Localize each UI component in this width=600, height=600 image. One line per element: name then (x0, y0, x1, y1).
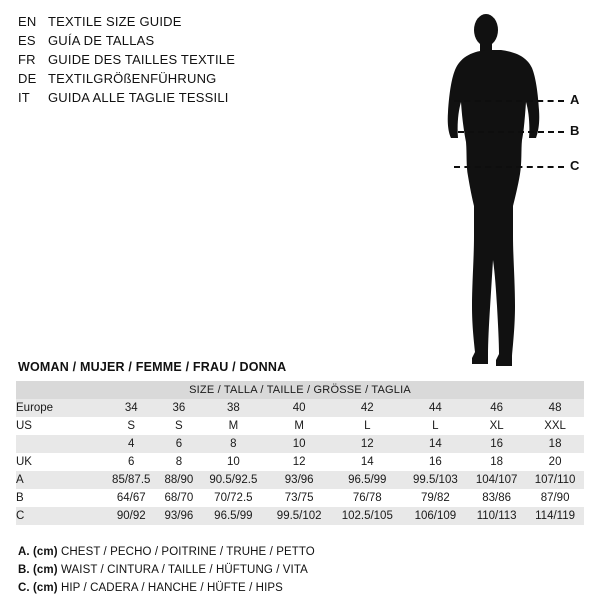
measurement-legend (18, 543, 578, 597)
cell: 68/70 (158, 489, 199, 507)
cell: 96.5/99 (331, 471, 404, 489)
cell: 93/96 (267, 471, 331, 489)
cell: 14 (404, 435, 468, 453)
cell: S (158, 417, 199, 435)
language-code: EN (18, 14, 37, 29)
cell: 10 (267, 435, 331, 453)
row-label: Europe (16, 399, 104, 417)
cell: 20 (526, 453, 584, 471)
language-row (18, 52, 338, 71)
cell: 90.5/92.5 (199, 471, 267, 489)
cell: 83/86 (467, 489, 526, 507)
legend-text: CHEST / PECHO / POITRINE / TRUHE / PETTO (60, 546, 315, 558)
cell: 87/90 (526, 489, 584, 507)
table-header-label: SIZE / TALLA / TAILLE / GRÖSSE / TAGLIA (16, 381, 584, 399)
measure-line-b (458, 131, 564, 133)
cell: 6 (104, 453, 158, 471)
cell: L (404, 417, 468, 435)
cell: 104/107 (467, 471, 526, 489)
cell: 102.5/105 (331, 507, 404, 525)
row-label: UK (16, 453, 104, 471)
language-text: GUIDA ALLE TAGLIE TESSILI (48, 90, 229, 105)
cell: 10 (199, 453, 267, 471)
table-row (16, 453, 584, 471)
cell: 99.5/102 (267, 507, 331, 525)
cell: 99.5/103 (404, 471, 468, 489)
table-row (16, 471, 584, 489)
cell: 44 (404, 399, 468, 417)
row-label: A (16, 471, 104, 489)
language-text: TEXTILGRÖßENFÜHRUNG (48, 71, 217, 86)
language-row (18, 71, 338, 90)
cell: 42 (331, 399, 404, 417)
size-table (16, 381, 584, 525)
cell: 110/113 (467, 507, 526, 525)
legend-row (18, 561, 578, 579)
cell: 114/119 (526, 507, 584, 525)
cell: 18 (526, 435, 584, 453)
cell: 8 (158, 453, 199, 471)
legend-key: A. (cm) (18, 546, 58, 558)
table-header-row (16, 381, 584, 399)
language-row (18, 33, 338, 52)
language-title-block (18, 14, 338, 109)
female-silhouette-icon (410, 8, 600, 373)
measure-label-a: A (570, 92, 580, 107)
cell: 6 (158, 435, 199, 453)
cell: 12 (267, 453, 331, 471)
cell: 79/82 (404, 489, 468, 507)
cell: 90/92 (104, 507, 158, 525)
cell: 40 (267, 399, 331, 417)
measure-line-a (454, 100, 564, 102)
cell: XL (467, 417, 526, 435)
row-label: C (16, 507, 104, 525)
row-label (16, 435, 104, 453)
cell: 73/75 (267, 489, 331, 507)
legend-row (18, 543, 578, 561)
cell: 16 (467, 435, 526, 453)
language-row (18, 90, 338, 109)
language-code: ES (18, 33, 36, 48)
legend-key: B. (cm) (18, 564, 58, 576)
row-label: B (16, 489, 104, 507)
cell: 106/109 (404, 507, 468, 525)
table-row (16, 507, 584, 525)
cell: 38 (199, 399, 267, 417)
language-code: DE (18, 71, 37, 86)
cell: 88/90 (158, 471, 199, 489)
cell: M (267, 417, 331, 435)
table-row (16, 489, 584, 507)
cell: 76/78 (331, 489, 404, 507)
cell: 64/67 (104, 489, 158, 507)
cell: 18 (467, 453, 526, 471)
cell: 48 (526, 399, 584, 417)
legend-key: C. (cm) (18, 582, 58, 594)
cell: 70/72.5 (199, 489, 267, 507)
cell: L (331, 417, 404, 435)
language-text: GUÍA DE TALLAS (48, 33, 155, 48)
cell: 93/96 (158, 507, 199, 525)
language-row (18, 14, 338, 33)
language-text: TEXTILE SIZE GUIDE (48, 14, 182, 29)
cell: S (104, 417, 158, 435)
language-code: FR (18, 52, 36, 67)
legend-text: WAIST / CINTURA / TAILLE / HÜFTUNG / VITA (60, 564, 308, 576)
cell: 16 (404, 453, 468, 471)
cell: 4 (104, 435, 158, 453)
cell: 14 (331, 453, 404, 471)
legend-text: HIP / CADERA / HANCHE / HÜFTE / HIPS (60, 582, 283, 594)
legend-row (18, 579, 578, 597)
section-title-woman: WOMAN / MUJER / FEMME / FRAU / DONNA (18, 360, 287, 374)
cell: 107/110 (526, 471, 584, 489)
language-code: IT (18, 90, 30, 105)
cell: 36 (158, 399, 199, 417)
table-row (16, 417, 584, 435)
measure-line-c (454, 166, 564, 168)
table-row (16, 435, 584, 453)
cell: 85/87.5 (104, 471, 158, 489)
cell: 96.5/99 (199, 507, 267, 525)
table-row (16, 399, 584, 417)
cell: 8 (199, 435, 267, 453)
measure-label-c: C (570, 158, 580, 173)
cell: M (199, 417, 267, 435)
cell: XXL (526, 417, 584, 435)
cell: 12 (331, 435, 404, 453)
size-table-wrap (16, 381, 584, 525)
body-figure (410, 8, 600, 373)
language-text: GUIDE DES TAILLES TEXTILE (48, 52, 236, 67)
measure-label-b: B (570, 123, 580, 138)
cell: 46 (467, 399, 526, 417)
cell: 34 (104, 399, 158, 417)
row-label: US (16, 417, 104, 435)
